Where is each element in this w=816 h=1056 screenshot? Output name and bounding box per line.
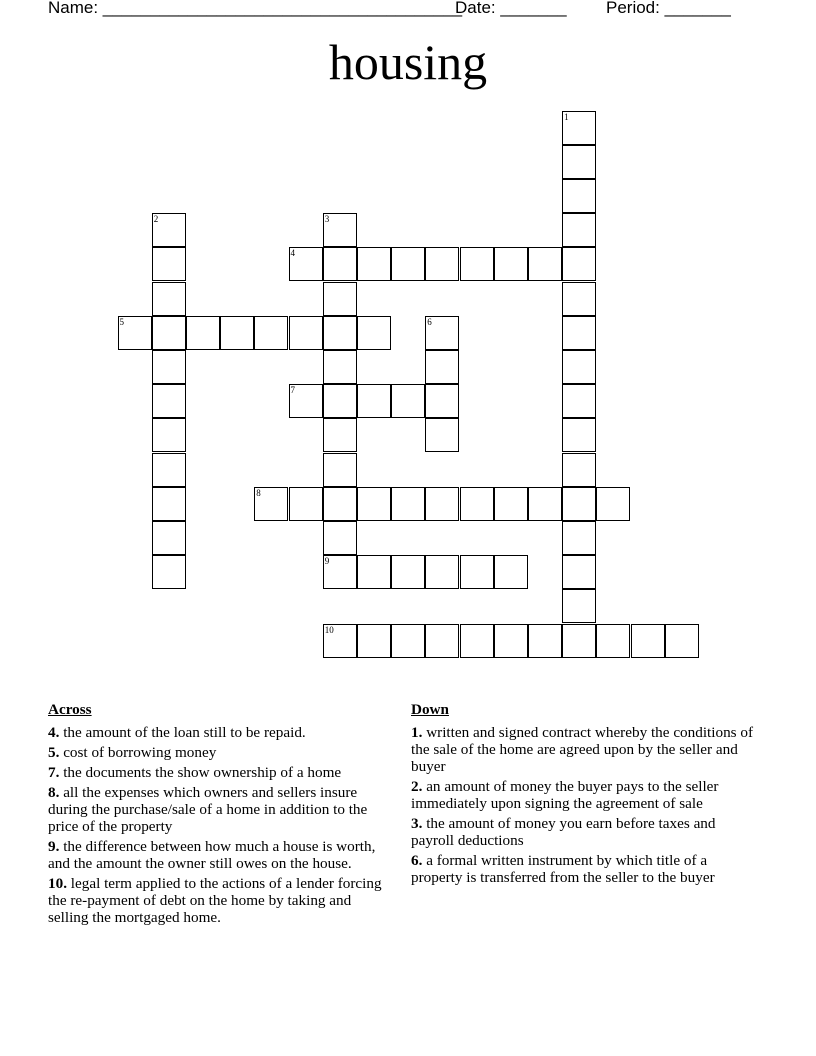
crossword-cell[interactable] [665, 624, 699, 658]
crossword-cell[interactable] [323, 487, 357, 521]
crossword-cell[interactable] [562, 418, 596, 452]
clue-down-2 [411, 778, 761, 812]
clue-text: the amount of the loan still to be repaid. [63, 724, 306, 741]
clue-number: 3. [411, 815, 423, 832]
crossword-cell[interactable] [323, 384, 357, 418]
clue-across-8 [48, 784, 393, 835]
crossword-cell[interactable] [152, 213, 186, 247]
crossword-cell[interactable] [254, 316, 288, 350]
puzzle-title: housing [328, 34, 488, 90]
crossword-cell[interactable] [118, 316, 152, 350]
crossword-cell[interactable] [391, 555, 425, 589]
crossword-cell[interactable] [562, 350, 596, 384]
clue-across-10 [48, 875, 393, 926]
clue-number: 1. [411, 724, 423, 741]
clue-text: cost of borrowing money [63, 744, 217, 761]
clue-number: 5. [48, 744, 60, 761]
crossword-cell[interactable] [152, 555, 186, 589]
crossword-cell[interactable] [562, 589, 596, 623]
crossword-cell[interactable] [562, 282, 596, 316]
crossword-cell[interactable] [494, 555, 528, 589]
crossword-cell[interactable] [152, 316, 186, 350]
crossword-cell[interactable] [425, 350, 459, 384]
clue-text: the amount of money you earn before taxes and payroll deductions [411, 815, 716, 849]
crossword-cell[interactable] [391, 247, 425, 281]
clue-text: the difference between how much a house is worth, and the amount the owner still owes on the house. [48, 838, 376, 872]
clue-across-4 [48, 724, 393, 741]
crossword-cell[interactable] [562, 555, 596, 589]
down-clues [411, 700, 761, 889]
across-clues [48, 700, 393, 929]
clue-down-3 [411, 815, 761, 849]
crossword-cell[interactable] [323, 521, 357, 555]
crossword-cell[interactable] [596, 487, 630, 521]
cell-number: 9 [324, 556, 330, 567]
crossword-cell[interactable] [152, 282, 186, 316]
cell-number: 3 [324, 214, 330, 225]
clue-down-6 [411, 852, 761, 886]
crossword-cell[interactable] [186, 316, 220, 350]
cell-number: 4 [290, 248, 295, 259]
clue-number: 9. [48, 838, 60, 855]
crossword-cell[interactable] [289, 384, 323, 418]
crossword-cell[interactable] [528, 247, 562, 281]
crossword-cell[interactable] [425, 384, 459, 418]
crossword-cell[interactable] [289, 487, 323, 521]
crossword-cell[interactable] [323, 350, 357, 384]
crossword-cell[interactable] [425, 247, 459, 281]
crossword-cell[interactable] [528, 487, 562, 521]
crossword-cell[interactable] [391, 624, 425, 658]
crossword-cell[interactable] [562, 179, 596, 213]
clue-text: an amount of money the buyer pays to the seller immediately upon signing the agreement of sale [411, 778, 719, 812]
crossword-cell[interactable] [152, 487, 186, 521]
crossword-cell[interactable] [562, 624, 596, 658]
crossword-cell[interactable] [528, 624, 562, 658]
crossword-cell[interactable] [562, 145, 596, 179]
down-heading: Down [411, 701, 449, 718]
crossword-cell[interactable] [562, 213, 596, 247]
crossword-cell[interactable] [562, 247, 596, 281]
crossword-cell[interactable] [425, 418, 459, 452]
crossword-cell[interactable] [562, 316, 596, 350]
clue-number: 10. [48, 875, 67, 892]
crossword-cell[interactable] [460, 247, 494, 281]
crossword-cell[interactable] [323, 624, 357, 658]
crossword-cell[interactable] [254, 487, 288, 521]
cell-number: 5 [119, 316, 124, 327]
crossword-cell[interactable] [152, 350, 186, 384]
clue-number: 4. [48, 724, 60, 741]
crossword-cell[interactable] [357, 555, 391, 589]
cell-number: 7 [290, 385, 295, 396]
crossword-cell[interactable] [152, 418, 186, 452]
crossword-cell[interactable] [323, 213, 357, 247]
clue-number: 7. [48, 764, 60, 781]
period-field[interactable]: Period: _______ [606, 0, 731, 17]
crossword-cell[interactable] [460, 624, 494, 658]
crossword-cell[interactable] [460, 555, 494, 589]
clue-across-5 [48, 744, 393, 761]
crossword-cell[interactable] [425, 624, 459, 658]
crossword-cell[interactable] [357, 384, 391, 418]
crossword-cell[interactable] [425, 487, 459, 521]
clue-across-9 [48, 838, 393, 872]
crossword-cell[interactable] [425, 555, 459, 589]
crossword-cell[interactable] [425, 316, 459, 350]
crossword-cell[interactable] [323, 555, 357, 589]
crossword-cell[interactable] [494, 247, 528, 281]
crossword-cell[interactable] [494, 624, 528, 658]
clue-text: all the expenses which owners and sellers insure during the purchase/sale of a home in addition to the price of the property [48, 784, 368, 835]
crossword-cell[interactable] [357, 487, 391, 521]
crossword-cell[interactable] [391, 384, 425, 418]
crossword-cell[interactable] [323, 453, 357, 487]
clue-text: written and signed contract whereby the conditions of the sale of the home are agreed upon by the seller and buyer [411, 724, 754, 775]
crossword-cell[interactable] [357, 316, 391, 350]
crossword-cell[interactable] [152, 453, 186, 487]
crossword-cell[interactable] [152, 384, 186, 418]
crossword-cell[interactable] [562, 487, 596, 521]
clue-number: 6. [411, 852, 423, 869]
crossword-cell[interactable] [562, 111, 596, 145]
crossword-cell[interactable] [494, 487, 528, 521]
cell-number: 1 [564, 111, 569, 122]
across-heading: Across [48, 701, 92, 718]
crossword-cell[interactable] [323, 247, 357, 281]
clue-number: 8. [48, 784, 60, 801]
crossword-cell[interactable] [562, 384, 596, 418]
date-field[interactable]: Date: _______ [455, 0, 567, 17]
clue-text: legal term applied to the actions of a lender forcing the re-payment of debt on the home by taking and selling the mortgaged home. [48, 875, 382, 926]
name-field[interactable]: Name: ______________________________________ [48, 0, 463, 17]
crossword-cell[interactable] [323, 316, 357, 350]
cell-number: 2 [153, 214, 159, 225]
crossword-cell[interactable] [357, 624, 391, 658]
crossword-cell[interactable] [323, 418, 357, 452]
crossword-cell[interactable] [562, 521, 596, 555]
crossword-cell[interactable] [289, 247, 323, 281]
clue-down-1 [411, 724, 761, 775]
clue-text: the documents the show ownership of a home [63, 764, 342, 781]
crossword-cell[interactable] [152, 521, 186, 555]
crossword-cell[interactable] [391, 487, 425, 521]
cell-number: 8 [256, 487, 261, 498]
crossword-cell[interactable] [152, 247, 186, 281]
crossword-cell[interactable] [289, 316, 323, 350]
crossword-cell[interactable] [562, 453, 596, 487]
clue-text: a formal written instrument by which title of a property is transferred from the seller to the buyer [411, 852, 715, 886]
cell-number: 10 [324, 624, 334, 635]
crossword-cell[interactable] [357, 247, 391, 281]
cell-number: 6 [427, 316, 432, 327]
crossword-cell[interactable] [323, 282, 357, 316]
crossword-cell[interactable] [220, 316, 254, 350]
crossword-cell[interactable] [460, 487, 494, 521]
clue-number: 2. [411, 778, 423, 795]
clue-across-7 [48, 764, 393, 781]
crossword-cell[interactable] [631, 624, 665, 658]
crossword-cell[interactable] [596, 624, 630, 658]
